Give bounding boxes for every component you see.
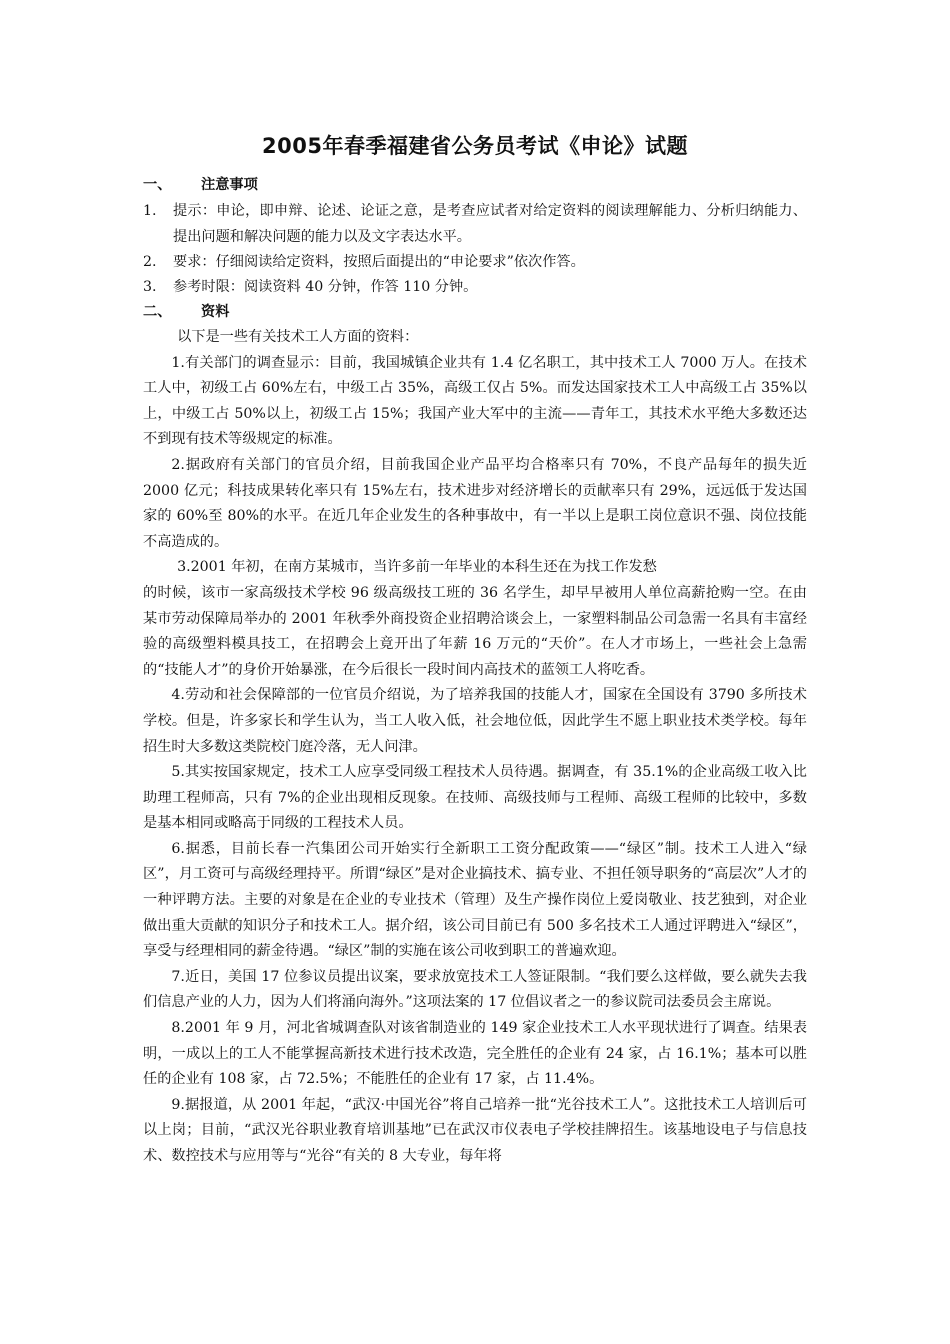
material-paragraph-3-cont: 的时候，该市一家高级技术学校 96 级高级技工班的 36 名学生，却早早被用人单位高薪抢购一空。在由某市劳动保障局举办的 2001 年秋季外商投资企业招聘洽谈会上，一家塑料制品公司急需一名具有丰富经验的高级塑料模具技工，在招聘会上竟开出了年薪 16 万元的“天价”。在人才市场上，一些社会上急需的“技能人才”的身价开始暴涨，在今后很长一段时间内高技术的蓝领工人将吃香。 bbox=[143, 584, 807, 678]
section-title: 资料 bbox=[201, 304, 230, 320]
material-paragraph-2: 2.据政府有关部门的官员介绍，目前我国企业产品平均合格率只有 70%，不良产品每年的损失近 2000 亿元；科技成果转化率只有 15%左右，技术进步对经济增长的贡献率只有 29%，远远低于发达国家的 60%至 80%的水平。在近几年企业发生的各种事故中，有一半以上是职工岗位意识不强、岗位技能不高造成的。 bbox=[143, 456, 807, 550]
note-item-2 bbox=[143, 250, 807, 276]
document-title: 2005年春季福建省公务员考试《申论》试题 bbox=[262, 134, 688, 158]
section-heading-notes bbox=[143, 173, 258, 199]
note-number: 1. bbox=[143, 203, 157, 219]
section-heading-materials bbox=[143, 300, 229, 326]
note-number: 3. bbox=[143, 279, 157, 295]
material-paragraph-4: 4.劳动和社会保障部的一位官员介绍说，为了培养我国的技能人才，国家在全国设有 3790 多所技术学校。但是，许多家长和学生认为，当工人收入低，社会地位低，因此学生不愿上职业技术类学校。每年招生时大多数这类院校门庭冷落，无人问津。 bbox=[143, 687, 807, 755]
note-item-3 bbox=[143, 275, 807, 301]
note-text: 提示：申论，即申辩、论述、论证之意，是考查应试者对给定资料的阅读理解能力、分析归纳能力、提出问题和解决问题的能力以及文字表达水平。 bbox=[173, 203, 807, 245]
material-paragraph-3-start: 3.2001 年初，在南方某城市，当许多前一年毕业的本科生还在为找工作发愁 bbox=[177, 559, 657, 576]
section-title: 注意事项 bbox=[201, 177, 258, 193]
materials-intro: 以下是一些有关技术工人方面的资料： bbox=[177, 329, 419, 345]
material-paragraph-6: 6.据悉，目前长春一汽集团公司开始实行全新职工工资分配政策——“绿区”制。技术工人进入“绿区”，月工资可与高级经理持平。所谓“绿区”是对企业搞技术、搞专业、不担任领导职务的“高层次”人才的一种评聘方法。主要的对象是在企业的专业技术（管理）及生产操作岗位上爱岗敬业、技艺独到，对企业做出重大贡献的知识分子和技术工人。据介绍，该公司目前已有 500 多名技术工人通过评聘进入“绿区”，享受与经理相同的薪金待遇。“绿区”制的实施在该公司收到职工的普遍欢迎。 bbox=[143, 840, 807, 960]
material-paragraph-5: 5.其实按国家规定，技术工人应享受同级工程技术人员待遇。据调查，有 35.1%的企业高级工收入比助理工程师高，只有 7%的企业出现相反现象。在技师、高级技师与工程师、高级工程师的比较中，多数是基本相同或略高于同级的工程技术人员。 bbox=[143, 764, 807, 832]
section-number: 二、 bbox=[143, 304, 172, 320]
material-paragraph-1: 1.有关部门的调查显示：目前，我国城镇企业共有 1.4 亿名职工，其中技术工人 7000 万人。在技术工人中，初级工占 60%左右，中级工占 35%，高级工仅占 5%。而发达国家技术工人中高级工占 35%以上，中级工占 50%以上，初级工占 15%；我国产业大军中的主流——青年工，其技术水平绝大多数还达不到现有技术等级规定的标准。 bbox=[143, 354, 807, 448]
note-text: 参考时限：阅读资料 40 分钟，作答 110 分钟。 bbox=[173, 279, 478, 295]
material-paragraph-8: 8.2001 年 9 月，河北省城调查队对该省制造业的 149 家企业技术工人水平现状进行了调查。结果表明，一成以上的工人不能掌握高新技术进行技术改造，完全胜任的企业有 24 家，占 16.1%；基本可以胜任的企业有 108 家，占 72.5%；不能胜任的企业有 17 家，占 11.4%。 bbox=[143, 1020, 807, 1088]
materials-body bbox=[143, 325, 807, 1170]
note-text: 要求：仔细阅读给定资料，按照后面提出的“申论要求”依次作答。 bbox=[173, 254, 585, 270]
note-item-1 bbox=[143, 199, 807, 250]
note-number: 2. bbox=[143, 254, 157, 270]
material-paragraph-9: 9.据报道，从 2001 年起，“武汉·中国光谷”将自己培养一批“光谷技术工人”。这批技术工人培训后可以上岗；目前，“武汉光谷职业教育培训基地”已在武汉市仪表电子学校挂牌招生。该基地设电子与信息技术、数控技术与应用等与“光谷“有关的 8 大专业，每年将 bbox=[143, 1096, 807, 1164]
section-number: 一、 bbox=[143, 177, 172, 193]
material-paragraph-7: 7.近日，美国 17 位参议员提出议案，要求放宽技术工人签证限制。“我们要么这样做，要么就失去我们信息产业的人力，因为人们将涌向海外。”这项法案的 17 位倡议者之一的参议院司法委员会主席说。 bbox=[143, 968, 807, 1011]
